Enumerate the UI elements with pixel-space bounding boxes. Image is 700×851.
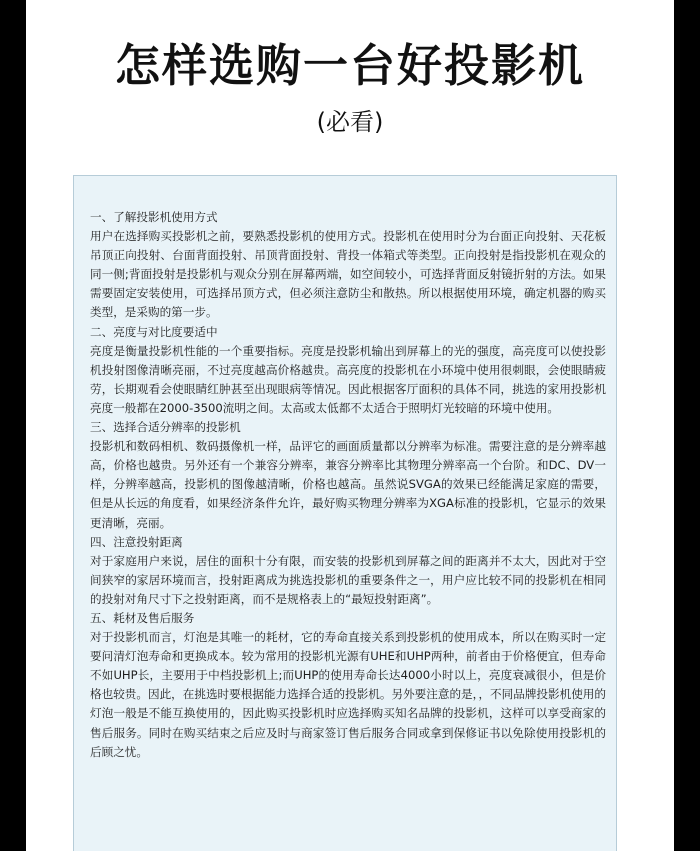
- section-body-resolution: 投影机和数码相机、数码摄像机一样，品评它的画面质量都以分辨率为标准。需要注意的是分辨率越高，价格也越贵。另外还有一个兼容分辨率，兼容分辨率比其物理分辨率高一个台阶。和DC、DV一样，分辨率越高，投影机的图像越清晰，价格也越高。虽然说SVGA的效果已经能满足家庭的需要，但是从长远的角度看，如果经济条件允许，最好购买物理分辨率为XGA标准的投影机，它显示的效果更清晰，亮丽。: [90, 439, 606, 530]
- section-heading-consumables: 五、耗材及售后服务: [90, 610, 195, 625]
- section-heading-resolution: 三、选择合适分辨率的投影机: [90, 420, 241, 435]
- section-body-throw-distance: 对于家庭用户来说，居住的面积十分有限，而安装的投影机到屏幕之间的距离并不太大，因此对于空间狭窄的家居环境而言，投射距离成为挑选投影机的重要条件之一，用户应比较不同的投影机在相同的投射对角尺寸下之投射距离，而不是规格表上的“最短投射距离”。: [90, 553, 606, 606]
- right-border-bar: [674, 0, 700, 851]
- left-border-bar: [0, 0, 26, 851]
- content-text: [90, 208, 606, 762]
- section-heading-throw-distance: 四、注意投射距离: [90, 534, 183, 549]
- page-title: 怎样选购一台好投影机: [114, 39, 585, 92]
- section-heading-usage: 一、了解投影机使用方式: [90, 210, 218, 224]
- section-body-usage: 用户在选择购买投影机之前，要熟悉投影机的使用方式。投影机在使用时分为台面正向投射、天花板吊顶正向投射、台面背面投射、吊顶背面投射、背投一体箱式等类型。正向投射是指投影机在观众的同一侧;背面投射是投影机与观众分别在屏幕两端，如空间较小，可选择背面反射镜折射的方法。如果需要固定安装使用，可选择吊顶方式，但必须注意防尘和散热。所以根据使用环境，确定机器的购买类型，是采购的第一步。: [90, 229, 606, 320]
- page-subtitle: (必看): [316, 108, 384, 136]
- content-panel: [73, 175, 617, 851]
- section-body-consumables: 对于投影机而言，灯泡是其唯一的耗材，它的寿命直接关系到投影机的使用成本，所以在购买时一定要问清灯泡寿命和更换成本。较为常用的投影机光源有UHE和UHP两种，前者由于价格便宜，但寿命不如UHP长，主要用于中档投影机上;而UHP的使用寿命长达4000小时以上，亮度衰减很小，但是价格也较贵。因此，在挑选时要根据能力选择合适的投影机。另外要注意的是，，不同品牌投影机使用的灯泡一般是不能互换使用的，因此购买投影机时应选择购买知名品牌的投影机，这样可以享受商家的售后服务。同时在购买结束之后应及时与商家签订售后服务合同或拿到保修证书以免除使用投影机的后顾之忧。: [90, 630, 606, 759]
- section-heading-brightness: 二、亮度与对比度要适中: [90, 324, 218, 339]
- section-body-brightness: 亮度是衡量投影机性能的一个重要指标。亮度是投影机输出到屏幕上的光的强度，高亮度可以使投影机投射图像清晰亮丽，不过亮度越高价格越贵。高亮度的投影机在小环境中使用很刺眼，会使眼睛疲劳，长期观看会使眼睛红肿甚至出现眼病等情况。因此根据客厅面积的具体不同，挑选的家用投影机亮度一般都在2000-3500流明之间。太高或太低都不太适合于照明灯光较暗的环境中使用。: [90, 343, 606, 415]
